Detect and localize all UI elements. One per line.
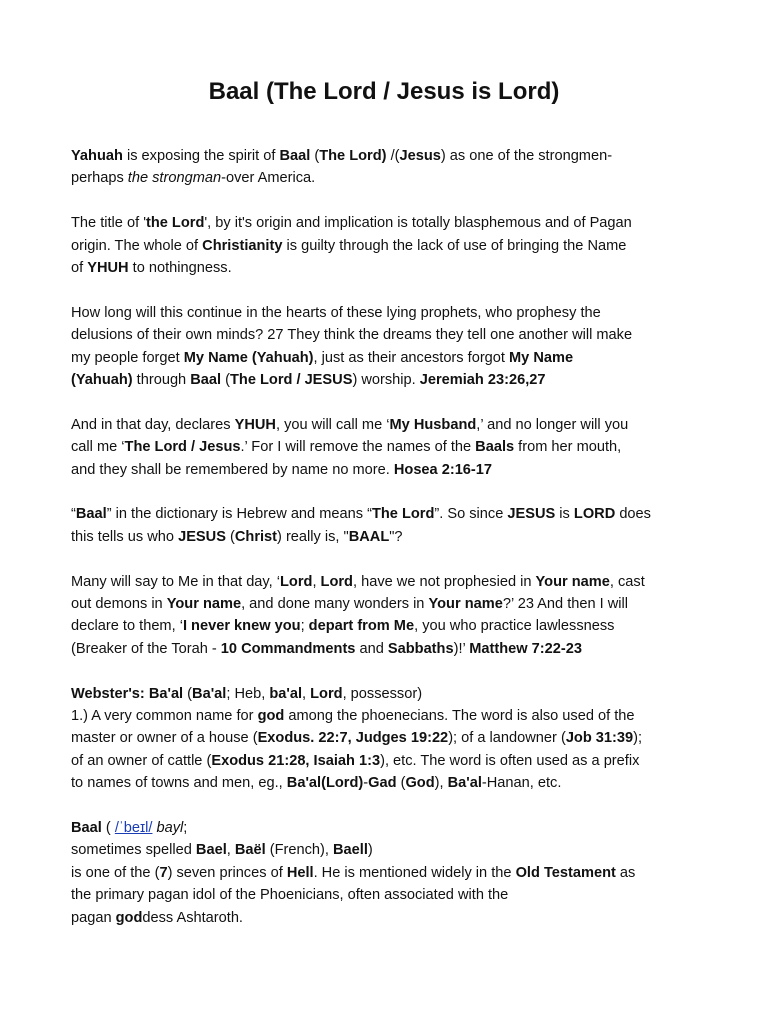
text-run: origin. The whole of	[71, 237, 203, 254]
text-run: Baal	[279, 148, 311, 164]
text-run: of	[71, 260, 88, 277]
text-run: Baal	[190, 372, 222, 389]
text-run: Christ	[234, 528, 278, 545]
paragraph-gap	[71, 391, 711, 413]
text-run: Jesus	[399, 148, 441, 164]
text-run: ),	[434, 775, 448, 792]
text-line	[71, 324, 711, 346]
text-run: Webster's: Ba'al	[71, 685, 184, 702]
document-body	[71, 145, 711, 929]
text-run: (Breaker of the Torah -	[71, 640, 221, 657]
text-run: "?	[389, 528, 403, 545]
text-run: How long will this continue in the hearts of these lying prophets, who prophesy the	[71, 304, 601, 321]
text-run: and	[355, 640, 388, 657]
paragraph	[71, 571, 711, 661]
text-line	[71, 235, 711, 257]
paragraph	[71, 212, 711, 279]
text-run: Your name	[166, 596, 242, 613]
text-run: (	[101, 820, 115, 837]
text-line	[71, 145, 711, 167]
pronunciation-link[interactable]: /ˈbeɪl/	[114, 820, 153, 837]
text-line	[71, 683, 711, 705]
text-line	[71, 503, 711, 525]
text-run: , cast	[609, 573, 645, 590]
text-run: “	[71, 506, 76, 523]
text-run: dess Ashtaroth.	[142, 909, 243, 926]
text-run: )!’	[453, 640, 470, 657]
text-run: god	[115, 909, 143, 926]
text-run: )	[367, 842, 373, 859]
text-run: Lord	[280, 573, 313, 590]
text-run: my people forget	[71, 349, 184, 366]
text-run: ?’ 23 And then I will	[502, 596, 629, 613]
text-run: the primary pagan idol of the Phoenicians, often associated with the	[71, 887, 509, 904]
text-run: Ba'al	[192, 685, 227, 702]
text-run: ), etc. The word is often used as a prefix	[380, 752, 640, 769]
text-line	[71, 436, 711, 458]
text-run: this tells us who	[71, 528, 179, 545]
text-run: -	[363, 775, 369, 792]
text-run: Yahuah	[71, 148, 123, 164]
text-line	[71, 862, 711, 884]
paragraph	[71, 503, 711, 548]
text-run: ,	[226, 842, 235, 859]
text-run: 1.) A very common name for	[71, 708, 258, 725]
text-line	[71, 817, 711, 839]
text-run: My Husband	[389, 416, 477, 433]
text-run: LORD	[573, 506, 616, 523]
text-run: ) as one of the strongmen-	[440, 148, 613, 164]
text-run: Bael	[195, 842, 227, 859]
text-run: , you will call me ‘	[275, 416, 390, 433]
text-run: depart from Me	[308, 618, 415, 635]
text-run: out demons in	[71, 596, 167, 613]
text-run: bayl	[156, 820, 184, 837]
text-run: Jeremiah 23:26,27	[419, 372, 546, 389]
text-run: among the phoenecians. The word is also used of the	[284, 708, 635, 725]
text-run: (	[221, 372, 230, 389]
text-run: perhaps	[71, 170, 128, 187]
text-run: ” in the dictionary is Hebrew and means “	[106, 506, 372, 523]
text-run: Christianity	[202, 237, 283, 254]
paragraph-gap	[71, 660, 711, 682]
text-line	[71, 638, 711, 660]
text-line	[71, 593, 711, 615]
text-run: , just as their ancestors forgot	[313, 349, 510, 366]
text-run: Your name	[428, 596, 503, 613]
text-run: My Name	[509, 349, 574, 366]
text-line	[71, 839, 711, 861]
text-run: as	[615, 864, 636, 881]
text-run: ;	[300, 618, 309, 635]
paragraph-gap	[71, 795, 711, 817]
text-run: The Lord / Jesus	[124, 439, 241, 456]
text-run: is one of the (	[71, 864, 160, 881]
paragraph-gap	[71, 279, 711, 301]
text-run: Gad	[368, 775, 397, 792]
text-run: YHUH	[234, 416, 276, 433]
text-run: -over America.	[221, 170, 316, 187]
text-run: (	[225, 528, 235, 545]
text-run: The Lord)	[319, 148, 387, 164]
text-run: ,	[312, 573, 321, 590]
text-run: ); of a landowner (	[448, 730, 566, 747]
paragraph-gap	[71, 548, 711, 570]
text-run: the strongman	[127, 170, 222, 187]
text-run: Hell	[286, 864, 314, 881]
text-run: Ba'al	[447, 775, 482, 792]
text-line	[71, 705, 711, 727]
text-run: ,’ and no longer will you	[476, 416, 629, 433]
text-run: , and done many wonders in	[241, 596, 429, 613]
text-run: And in that day, declares	[71, 416, 235, 433]
text-run: Ba'al(Lord)	[286, 775, 364, 792]
text-run: , you who practice lawlessness	[414, 618, 615, 635]
text-run: , have we not prophesied in	[352, 573, 536, 590]
text-run: Exodus. 22:7, Judges 19:22	[257, 730, 449, 747]
text-run: ,	[302, 685, 311, 702]
paragraph	[71, 683, 711, 795]
text-run: );	[633, 730, 643, 747]
paragraph	[71, 817, 711, 929]
text-line	[71, 459, 711, 481]
text-run: My Name (Yahuah)	[183, 349, 314, 366]
text-line	[71, 727, 711, 749]
text-run: Matthew 7:22-23	[469, 640, 582, 657]
text-line	[71, 257, 711, 279]
text-run: call me ‘	[71, 439, 125, 456]
paragraph	[71, 302, 711, 392]
text-line	[71, 571, 711, 593]
text-run: God	[405, 775, 435, 792]
text-run: (	[310, 148, 320, 164]
text-run: Hosea 2:16-17	[393, 461, 493, 478]
text-run: , possessor)	[342, 685, 423, 702]
text-run: . He is mentioned widely in the	[313, 864, 516, 881]
text-run: pagan	[71, 909, 116, 926]
text-run: ba'al	[269, 685, 303, 702]
text-line	[71, 369, 711, 391]
text-run: (	[183, 685, 193, 702]
text-run: does	[615, 506, 651, 523]
text-run: Baals	[475, 439, 515, 456]
text-run: (Yahuah)	[71, 372, 133, 389]
text-run: Job 31:39	[565, 730, 634, 747]
page-title: Baal (The Lord / Jesus is Lord)	[208, 78, 560, 105]
text-run: Many will say to Me in that day, ‘	[71, 573, 280, 590]
text-run: JESUS	[178, 528, 226, 545]
text-run: ; Heb,	[226, 685, 270, 702]
text-run: ”. So since	[434, 506, 508, 523]
text-line	[71, 302, 711, 324]
text-run: The Lord	[371, 506, 435, 523]
text-run: Lord	[320, 573, 353, 590]
text-run: The title of '	[71, 215, 146, 232]
text-run: BAAL	[348, 528, 390, 545]
text-run: sometimes spelled	[71, 842, 196, 859]
text-run: ) worship.	[352, 372, 420, 389]
text-line	[71, 772, 711, 794]
text-run: (	[396, 775, 406, 792]
text-run: 10 Commandments	[220, 640, 356, 657]
text-run: ;	[183, 820, 188, 837]
text-line	[71, 167, 711, 189]
text-run: is exposing the spirit of	[122, 148, 280, 164]
text-run: Baal	[75, 506, 107, 523]
text-run: .’ For I will remove the names of the	[240, 439, 476, 456]
text-run: and they shall be remembered by name no more.	[71, 461, 394, 478]
text-run: is	[555, 506, 574, 523]
paragraph	[71, 414, 711, 481]
text-line	[71, 615, 711, 637]
text-line	[71, 526, 711, 548]
text-line	[71, 884, 711, 906]
text-run: (French),	[265, 842, 333, 859]
text-run: the Lord	[145, 215, 205, 232]
text-run: Your name	[535, 573, 610, 590]
text-run: -Hanan, etc.	[481, 775, 562, 792]
text-run: JESUS	[507, 506, 556, 523]
text-run: YHUH	[87, 260, 129, 277]
paragraph-gap	[71, 190, 711, 212]
text-run: The Lord / JESUS	[229, 372, 353, 389]
text-run: delusions of their own minds? 27 They think the dreams they tell one another will make	[71, 327, 633, 344]
text-run: Baell	[333, 842, 368, 859]
text-run: Baal	[71, 820, 102, 837]
paragraph-gap	[71, 481, 711, 503]
text-run: declare to them, ‘	[71, 618, 183, 635]
text-line	[71, 414, 711, 436]
text-run: ) seven princes of	[167, 864, 287, 881]
text-line	[71, 907, 711, 929]
paragraph	[71, 145, 711, 190]
text-run: ) really is, "	[277, 528, 349, 545]
text-run: through	[132, 372, 191, 389]
text-run: Lord	[310, 685, 343, 702]
text-line	[71, 750, 711, 772]
text-run: master or owner of a house (	[71, 730, 258, 747]
text-line	[71, 347, 711, 369]
text-run: Sabbaths	[387, 640, 454, 657]
text-run: ', by it's origin and implication is totally blasphemous and of Pagan	[204, 215, 632, 232]
text-run: Baël	[234, 842, 266, 859]
text-run: Old Testament	[515, 864, 616, 881]
text-run: Exodus 21:28, Isaiah 1:3	[211, 752, 381, 769]
text-run: to nothingness.	[128, 260, 232, 277]
text-run: to names of towns and men, eg.,	[71, 775, 287, 792]
text-line	[71, 212, 711, 234]
text-run: 7	[159, 864, 168, 881]
text-run: is guilty through the lack of use of bringing the Name	[282, 237, 627, 254]
text-run: from her mouth,	[514, 439, 622, 456]
text-run: of an owner of cattle (	[71, 752, 212, 769]
text-run: /(	[386, 148, 400, 164]
text-run: I never knew you	[182, 618, 301, 635]
text-run: god	[257, 708, 285, 725]
